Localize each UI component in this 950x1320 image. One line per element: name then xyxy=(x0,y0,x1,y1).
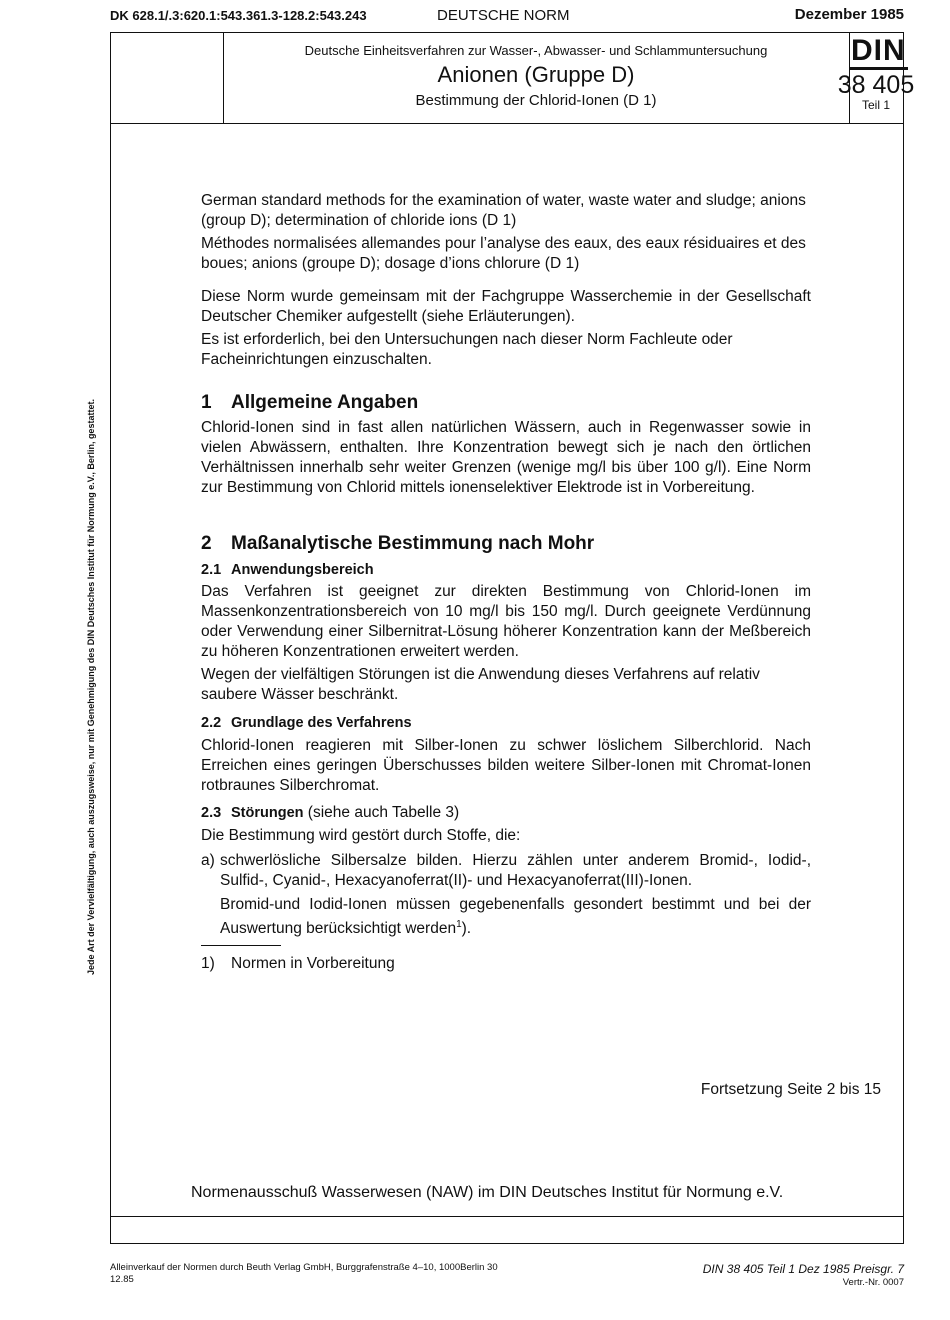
distribution-number: Vertr.-Nr. 0007 xyxy=(842,1277,904,1288)
french-title: Méthodes normalisées allemandes pour l’analyse des eaux, des eaux résiduaires et des boues; anions (groupe D); dosage d’ions chlorure (D 1) xyxy=(201,235,806,272)
din-number: 38 405 xyxy=(837,71,915,99)
section-1-title: Allgemeine Angaben xyxy=(231,392,419,413)
section-2-2-paragraph: Chlorid-Ionen reagieren mit Silber-Ionen zu schwer löslichem Silberchlorid. Nach Erreichen eines geringen Überschusses bilden weitere Silber-Ionen mit Chromat-Ionen rotbraunes Silberchromat. xyxy=(201,737,811,794)
section-2-3-number: 2.3 xyxy=(201,805,222,821)
intro-note-1: Diese Norm wurde gemeinsam mit der Fachgruppe Wasserchemie in der Gesellschaft Deutscher Chemiker aufgestellt (siehe Erläuterungen). xyxy=(201,288,811,325)
footnote xyxy=(201,954,395,974)
copyright-sidebar: Jede Art der Vervielfältigung, auch auszugsweise, nur mit Genehmigung des DIN Deutsches Institut für Normung e.V., Berlin, gestattet. xyxy=(86,399,96,975)
section-2-title: Maßanalytische Bestimmung nach Mohr xyxy=(231,533,595,554)
document-title: Anionen (Gruppe D) xyxy=(437,62,635,87)
list-item-a-label: a) xyxy=(201,852,215,869)
section-2-1-number: 2.1 xyxy=(201,562,222,578)
continuation-note: Fortsetzung Seite 2 bis 15 xyxy=(700,1081,881,1098)
section-2-1-paragraph-2: Wegen der vielfältigen Störungen ist die Anwendung dieses Verfahrens auf relativ saubere Wässer beschränkt. xyxy=(201,666,760,703)
list-item-a-cont-end: ). xyxy=(461,920,472,938)
footer-band xyxy=(111,1216,903,1243)
section-1-number: 1 xyxy=(201,392,212,413)
document-subject: Bestimmung der Chlorid-Ionen (D 1) xyxy=(415,92,657,109)
section-2-1-heading xyxy=(201,560,374,580)
list-item-a-continuation xyxy=(201,895,811,939)
section-2-1-paragraph-1: Das Verfahren ist geeignet zur direkten Bestimmung von Chlorid-Ionen im Massenkonzentrationsbereich von 10 mg/l bis 150 mg/l. Durch geeignete Verdünnung oder Verwendung einer Silbernitrat-Lösung höherer Konzentration kann der Meßbereich zu höheren Konzentrationen erweitert werden. xyxy=(201,583,811,660)
intro-note-2: Es ist erforderlich, bei den Untersuchungen nach dieser Norm Fachleute oder Facheinrichtungen einzuschalten. xyxy=(201,331,733,368)
top-line xyxy=(110,6,904,28)
print-code: 12.85 xyxy=(110,1274,134,1285)
series-subtitle: Deutsche Einheitsverfahren zur Wasser-, Abwasser- und Schlammuntersuchung xyxy=(304,43,768,58)
section-2-heading xyxy=(201,534,594,554)
section-2-2-heading xyxy=(201,713,412,733)
norm-type: DEUTSCHE NORM xyxy=(437,7,570,24)
reference-line: DIN 38 405 Teil 1 Dez 1985 Preisgr. 7 xyxy=(702,1262,904,1276)
footnote-rule xyxy=(201,945,281,946)
issue-date: Dezember 1985 xyxy=(794,6,904,23)
list-item-a-text: schwerlösliche Silbersalze bilden. Hierzu zählen unter anderem Bromid-, Iodid-, Sulfid-, Cyanid-, Hexacyanoferrat(II)- und Hexacyanoferrat(III)-Ionen. xyxy=(220,852,811,889)
section-2-1-title: Anwendungsbereich xyxy=(231,562,374,578)
section-2-number: 2 xyxy=(201,533,212,554)
list-item-a xyxy=(201,851,811,939)
section-1-heading xyxy=(201,393,418,413)
din-part: Teil 1 xyxy=(861,98,890,112)
section-2-3-title-suffix: (siehe auch Tabelle 3) xyxy=(303,804,460,821)
section-2-3-heading xyxy=(201,803,459,823)
section-2-3-title: Störungen xyxy=(231,805,304,821)
section-2-2-title: Grundlage des Verfahrens xyxy=(231,715,412,731)
title-block xyxy=(111,33,915,124)
dk-classification: DK 628.1/.3:620.1:543.361.3-128.2:543.243 xyxy=(110,8,367,23)
publisher-line: Alleinverkauf der Normen durch Beuth Verlag GmbH, Burggrafenstraße 4–10, 1000Berlin 30 xyxy=(110,1262,498,1273)
publisher-note xyxy=(110,1262,498,1286)
section-1-text: Chlorid-Ionen sind in fast allen natürlichen Wässern, auch in Regenwasser sowie in vielen Abwässern, enthalten. Ihre Konzentration bewegt sich je nach den örtlichen Verhältnissen innerhalb sehr weiter Grenzen (wenige mg/l bis über 100 g/l). Eine Norm zur Bestimmung von Chlorid mittels ionenselektiver Elektrode ist in Vorbereitung. xyxy=(201,419,811,496)
footnote-text: Normen in Vorbereitung xyxy=(231,955,395,972)
english-title: German standard methods for the examination of water, waste water and sludge; anions (group D); determination of chloride ions (D 1) xyxy=(201,192,806,229)
section-2-3-paragraph: Die Bestimmung wird gestört durch Stoffe, die: xyxy=(201,827,521,844)
title-block-center xyxy=(223,33,850,123)
din-logo: DIN xyxy=(849,35,908,70)
din-block xyxy=(837,33,915,123)
footnote-reference: 1 xyxy=(456,919,462,930)
document-reference xyxy=(703,1262,904,1290)
page-frame xyxy=(110,32,915,1244)
title-block-left-cell xyxy=(111,33,224,123)
list-item-a-cont-text: Bromid-und Iodid-Ionen müssen gegebenenfalls gesondert bestimmt und bei der Auswertung berücksichtigt werden xyxy=(220,896,811,938)
section-2-2-number: 2.2 xyxy=(201,715,222,731)
footnote-mark: 1) xyxy=(201,955,215,972)
committee-line: Normenausschuß Wasserwesen (NAW) im DIN Deutsches Institut für Normung e.V. xyxy=(191,1184,784,1201)
